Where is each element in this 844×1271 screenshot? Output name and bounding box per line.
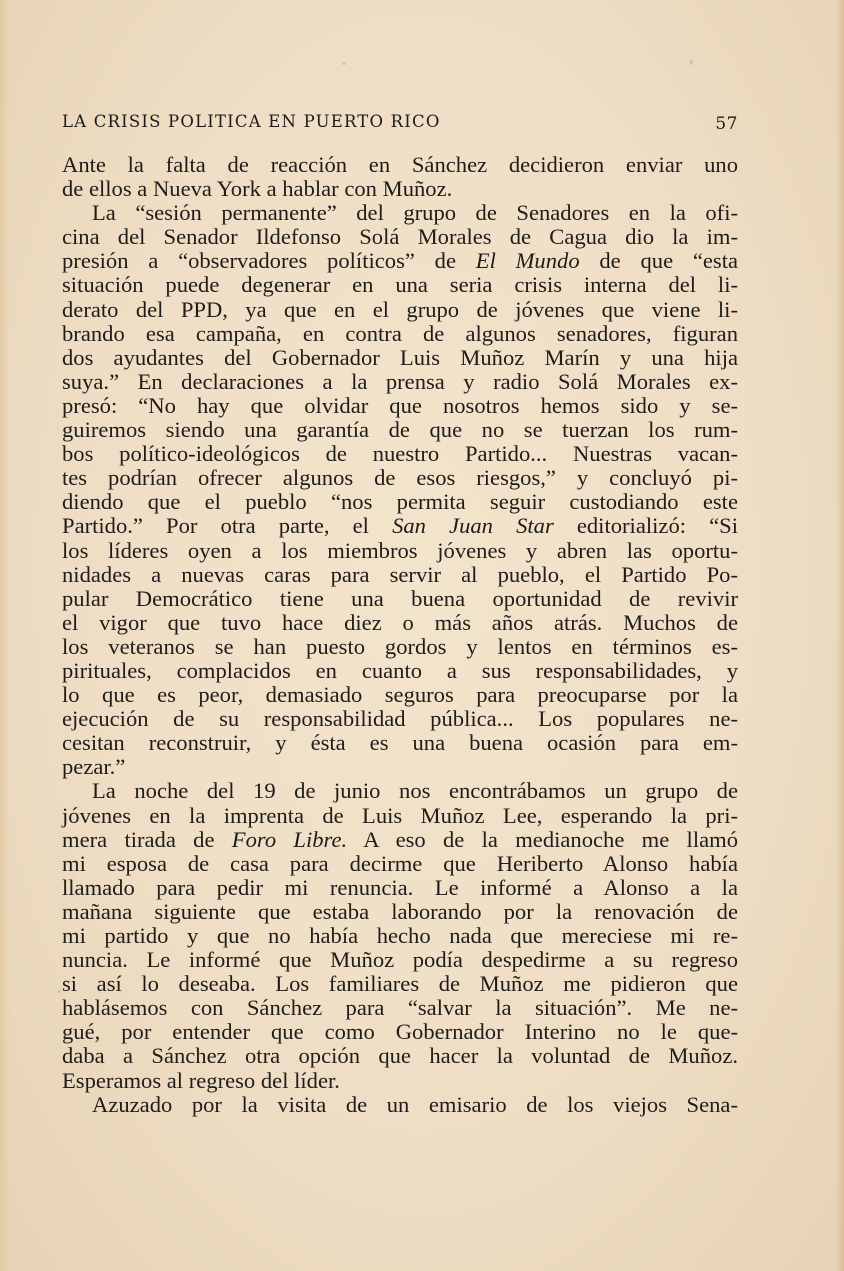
text-line: gué, por entender que como Gobernador Interino no le que-	[62, 1019, 738, 1045]
text-line: mañana siguiente que estaba laborando por la renovación de	[62, 898, 738, 924]
text-line: lo que es peor, demasiado seguros para preocuparse por la	[62, 682, 738, 708]
text-line: el vigor que tuvo hace diez o más años atrás. Muchos de	[62, 609, 738, 635]
text-line: presión a “observadores políticos” de El Mundo de que “esta	[62, 248, 739, 274]
text-line: nidades a nuevas caras para servir al pueblo, el Partido Po-	[62, 561, 738, 587]
text-line: cina del Senador Ildefonso Solá Morales de Cagua dio la im-	[62, 224, 738, 250]
text-line: derato del PPD, ya que en el grupo de jóvenes que viene li-	[62, 296, 738, 322]
text-line: Ante la falta de reacción en Sánchez decidieron enviar uno	[62, 152, 738, 177]
page-edge-left	[0, 0, 10, 1271]
running-header	[62, 106, 738, 136]
text-line: ejecución de su responsabilidad pública... Los populares ne-	[62, 706, 738, 732]
italic-title: San Juan Star	[392, 513, 554, 539]
text-line: tes podrían ofrecer algunos de esos riesgos,” y concluyó pi-	[62, 465, 738, 491]
text-line: suya.” En declaraciones a la prensa y radio Solá Morales ex-	[62, 368, 738, 394]
text-line: situación puede degenerar en una seria crisis interna del li-	[62, 272, 738, 298]
text-line: mera tirada de Foro Libre. A eso de la medianoche me llamó	[62, 826, 738, 852]
text-line: pirituales, complacidos en cuanto a sus responsabilidades, y	[62, 657, 738, 683]
paper-speck	[58, 990, 61, 993]
text-line: brando esa campaña, en contra de algunos senadores, figuran	[62, 320, 738, 346]
page-edge-right	[836, 0, 844, 1271]
text-line: Azuzado por la visita de un emisario de los viejos Sena-	[92, 1091, 738, 1117]
text-line: cesitan reconstruir, y ésta es una buena ocasión para em-	[62, 730, 738, 756]
text-line: presó: “No hay que olvidar que nosotros hemos sido y se-	[62, 392, 738, 418]
text-line: los veteranos se han puesto gordos y lentos en términos es-	[62, 633, 738, 659]
text-line: diendo que el pueblo “nos permita seguir custodiando este	[62, 489, 738, 515]
text-line: Partido.” Por otra parte, el San Juan Star editorializó: “Si	[62, 513, 738, 539]
paper-speck	[342, 62, 346, 65]
text-line: de ellos a Nueva York a hablar con Muñoz.	[62, 176, 453, 202]
text-line: guiremos siendo una garantía de que no se tuerzan los rum-	[62, 417, 738, 443]
text-line: bos político-ideológicos de nuestro Partido... Nuestras vacan-	[62, 441, 738, 467]
text-line: hablásemos con Sánchez para “salvar la situación”. Me ne-	[62, 995, 738, 1021]
page-number: 57	[715, 114, 738, 134]
text-line: pezar.”	[62, 754, 126, 780]
text-line: La “sesión permanente” del grupo de Senadores en la ofi-	[92, 200, 738, 226]
text-line: si así lo deseaba. Los familiares de Muñoz me pidieron que	[62, 971, 738, 997]
text-line: jóvenes en la imprenta de Luis Muñoz Lee, esperando la pri-	[62, 802, 738, 828]
text-line: dos ayudantes del Gobernador Luis Muñoz Marín y una hija	[62, 344, 738, 370]
text-line: daba a Sánchez otra opción que hacer la voluntad de Muñoz.	[62, 1043, 738, 1069]
text-line: La noche del 19 de junio nos encontrábamos un grupo de	[92, 778, 738, 804]
text-line: los líderes oyen a los miembros jóvenes y abren las oportu-	[62, 537, 738, 563]
text-line: llamado para pedir mi renuncia. Le informé a Alonso a la	[62, 874, 738, 900]
text-line: nuncia. Le informé que Muñoz podía despedirme a su regreso	[62, 947, 738, 973]
italic-title: Foro Libre.	[231, 826, 348, 852]
text-line: mi partido y que no había hecho nada que mereciese mi re-	[62, 923, 738, 948]
italic-title: El Mundo	[475, 248, 580, 274]
text-line: mi esposa de casa para decirme que Heriberto Alonso había	[62, 850, 738, 876]
text-line: pular Democrático tiene una buena oportunidad de revivir	[62, 585, 738, 611]
text-line: Esperamos al regreso del líder.	[62, 1067, 340, 1093]
running-title: LA CRISIS POLITICA EN PUERTO RICO	[62, 112, 441, 131]
paper-speck	[690, 60, 693, 65]
body-text	[62, 153, 738, 1117]
